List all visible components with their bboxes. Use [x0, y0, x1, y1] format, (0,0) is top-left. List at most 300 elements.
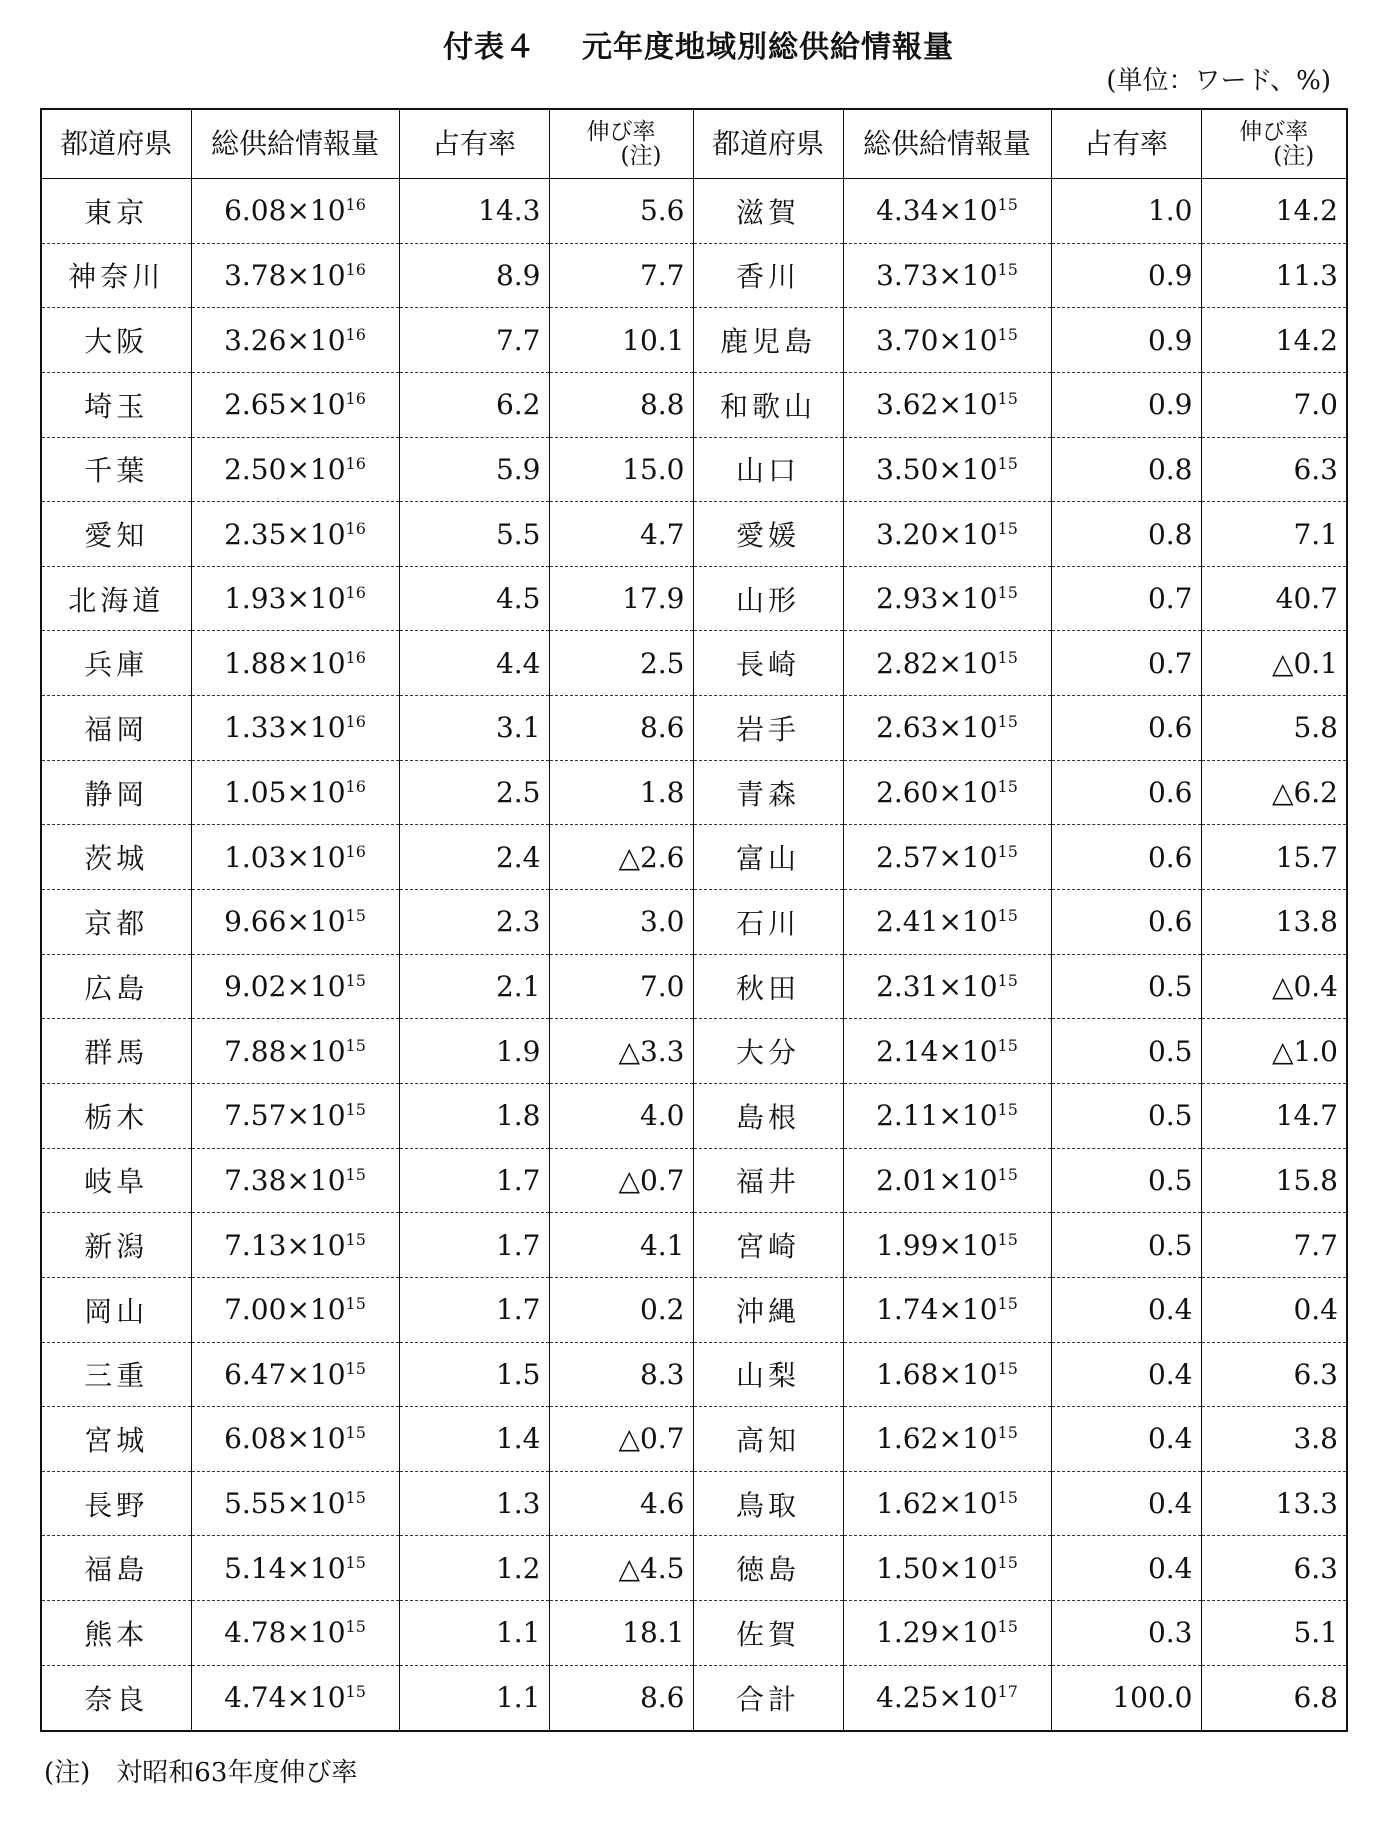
supply-mantissa: 2.57×10 — [876, 840, 998, 874]
supply-exponent: 15 — [997, 1164, 1018, 1184]
growth-cell: 6.3 — [1201, 437, 1347, 502]
supply-cell — [191, 1083, 399, 1148]
share-cell: 0.4 — [1051, 1342, 1201, 1407]
growth-cell: 8.3 — [549, 1342, 693, 1407]
share-cell: 2.3 — [399, 890, 549, 955]
supply-exponent: 15 — [997, 518, 1018, 538]
share-cell: 8.9 — [399, 243, 549, 308]
prefecture-cell: 山形 — [693, 566, 843, 631]
share-cell: 0.4 — [1051, 1277, 1201, 1342]
supply-exponent: 17 — [997, 1682, 1018, 1702]
header-growth — [549, 109, 693, 179]
supply-mantissa: 6.47×10 — [224, 1357, 346, 1391]
table-row — [41, 502, 1347, 567]
supply-mantissa: 9.02×10 — [224, 970, 346, 1003]
header-share-2: 占有率 — [1051, 109, 1201, 179]
supply-cell — [843, 954, 1051, 1019]
supply-mantissa: 3.50×10 — [876, 452, 998, 486]
supply-exponent: 16 — [345, 453, 366, 473]
growth-cell: 14.2 — [1201, 308, 1347, 373]
supply-cell — [843, 243, 1051, 308]
supply-exponent: 16 — [345, 324, 366, 344]
supply-mantissa: 4.78×10 — [224, 1616, 346, 1650]
share-cell: 6.2 — [399, 372, 549, 437]
supply-mantissa: 7.88×10 — [224, 1034, 346, 1068]
supply-cell — [191, 760, 399, 825]
supply-cell — [843, 631, 1051, 696]
table-row — [41, 1019, 1347, 1084]
supply-mantissa: 2.65×10 — [224, 388, 346, 422]
table-row — [41, 179, 1347, 244]
supply-exponent: 16 — [345, 841, 366, 861]
share-cell: 0.6 — [1051, 760, 1201, 825]
supply-mantissa: 1.03×10 — [224, 840, 346, 874]
prefecture-cell: 奈良 — [41, 1665, 191, 1731]
prefecture-cell: 大阪 — [41, 308, 191, 373]
growth-cell: 0.4 — [1201, 1277, 1347, 1342]
supply-mantissa: 2.14×10 — [876, 1034, 998, 1068]
share-cell: 4.5 — [399, 566, 549, 631]
growth-cell: 7.0 — [1201, 372, 1347, 437]
table-row — [41, 243, 1347, 308]
share-cell: 1.2 — [399, 1536, 549, 1601]
share-cell: 0.9 — [1051, 308, 1201, 373]
prefecture-cell: 兵庫 — [41, 631, 191, 696]
growth-cell: 5.8 — [1201, 696, 1347, 761]
supply-exponent: 15 — [997, 647, 1018, 667]
supply-exponent: 15 — [997, 1100, 1018, 1120]
prefecture-cell: 愛知 — [41, 502, 191, 567]
table-row — [41, 1342, 1347, 1407]
supply-mantissa: 3.73×10 — [876, 258, 998, 292]
growth-cell: 4.1 — [549, 1213, 693, 1278]
supply-mantissa: 2.31×10 — [876, 970, 998, 1003]
supply-mantissa: 2.93×10 — [876, 582, 998, 616]
prefecture-cell: 鹿児島 — [693, 308, 843, 373]
share-cell: 1.1 — [399, 1601, 549, 1666]
share-cell: 0.5 — [1051, 1148, 1201, 1213]
supply-exponent: 15 — [997, 389, 1018, 409]
table-row — [41, 954, 1347, 1019]
growth-cell: 8.8 — [549, 372, 693, 437]
supply-mantissa: 4.74×10 — [224, 1681, 346, 1715]
growth-cell: 4.6 — [549, 1471, 693, 1536]
growth-cell: 5.6 — [549, 179, 693, 244]
supply-mantissa: 6.08×10 — [224, 1422, 346, 1456]
supply-exponent: 15 — [997, 195, 1018, 215]
table-row — [41, 437, 1347, 502]
share-cell: 1.8 — [399, 1083, 549, 1148]
supply-mantissa: 1.88×10 — [224, 646, 346, 680]
share-cell: 0.8 — [1051, 502, 1201, 567]
prefecture-cell: 京都 — [41, 890, 191, 955]
growth-cell: 8.6 — [549, 1665, 693, 1731]
supply-cell — [191, 1019, 399, 1084]
supply-exponent: 16 — [345, 518, 366, 538]
supply-mantissa: 7.13×10 — [224, 1228, 346, 1262]
prefecture-cell: 広島 — [41, 954, 191, 1019]
table-row — [41, 1601, 1347, 1666]
table-row — [41, 696, 1347, 761]
supply-cell — [191, 1213, 399, 1278]
prefecture-cell: 宮崎 — [693, 1213, 843, 1278]
share-cell: 1.0 — [1051, 179, 1201, 244]
growth-cell: △0.4 — [1201, 954, 1347, 1019]
supply-exponent: 15 — [997, 1294, 1018, 1314]
growth-cell: 7.7 — [549, 243, 693, 308]
share-cell: 0.4 — [1051, 1471, 1201, 1536]
prefecture-cell: 香川 — [693, 243, 843, 308]
supply-cell — [191, 1665, 399, 1731]
prefecture-cell: 徳島 — [693, 1536, 843, 1601]
share-cell: 0.9 — [1051, 243, 1201, 308]
prefecture-cell: 千葉 — [41, 437, 191, 502]
growth-cell: 18.1 — [549, 1601, 693, 1666]
growth-cell: △3.3 — [549, 1019, 693, 1084]
supply-exponent: 15 — [345, 1035, 366, 1055]
supply-cell — [191, 1342, 399, 1407]
prefecture-cell: 茨城 — [41, 825, 191, 890]
supply-cell — [843, 1471, 1051, 1536]
table-row — [41, 631, 1347, 696]
prefecture-cell: 秋田 — [693, 954, 843, 1019]
supply-cell — [843, 1342, 1051, 1407]
supply-cell — [843, 1277, 1051, 1342]
growth-cell: 7.0 — [549, 954, 693, 1019]
share-cell: 0.8 — [1051, 437, 1201, 502]
supply-cell — [843, 1536, 1051, 1601]
prefecture-cell: 北海道 — [41, 566, 191, 631]
supply-cell — [191, 179, 399, 244]
supply-mantissa: 5.55×10 — [224, 1487, 346, 1521]
share-cell: 0.3 — [1051, 1601, 1201, 1666]
growth-cell: 10.1 — [549, 308, 693, 373]
supply-exponent: 15 — [345, 1682, 366, 1702]
share-cell: 2.4 — [399, 825, 549, 890]
supply-mantissa: 7.57×10 — [224, 1099, 346, 1133]
growth-cell: 7.7 — [1201, 1213, 1347, 1278]
prefecture-cell: 栃木 — [41, 1083, 191, 1148]
supply-mantissa: 4.25×10 — [876, 1681, 998, 1715]
growth-cell: 3.8 — [1201, 1407, 1347, 1472]
supply-exponent: 15 — [345, 1488, 366, 1508]
share-cell: 0.5 — [1051, 1019, 1201, 1084]
growth-cell: 0.2 — [549, 1277, 693, 1342]
table-row — [41, 890, 1347, 955]
supply-mantissa: 2.60×10 — [876, 776, 998, 810]
supply-cell — [191, 1277, 399, 1342]
supply-exponent: 16 — [345, 777, 366, 797]
supply-cell — [191, 825, 399, 890]
growth-cell: 5.1 — [1201, 1601, 1347, 1666]
prefecture-cell: 合計 — [693, 1665, 843, 1731]
supply-cell — [843, 890, 1051, 955]
supply-exponent: 15 — [997, 906, 1018, 926]
table-row — [41, 1407, 1347, 1472]
supply-exponent: 16 — [345, 389, 366, 409]
supply-cell — [843, 1601, 1051, 1666]
supply-cell — [191, 243, 399, 308]
growth-cell: 15.0 — [549, 437, 693, 502]
supply-mantissa: 2.01×10 — [876, 1163, 998, 1197]
supply-mantissa: 3.20×10 — [876, 517, 998, 551]
share-cell: 1.7 — [399, 1148, 549, 1213]
supply-mantissa: 1.68×10 — [876, 1357, 998, 1391]
growth-cell: △1.0 — [1201, 1019, 1347, 1084]
share-cell: 0.7 — [1051, 566, 1201, 631]
prefecture-cell: 埼玉 — [41, 372, 191, 437]
header-supply-2: 総供給情報量 — [843, 109, 1051, 179]
supply-cell — [191, 566, 399, 631]
growth-cell: △6.2 — [1201, 760, 1347, 825]
table-row — [41, 1083, 1347, 1148]
header-prefecture-2: 都道府県 — [693, 109, 843, 179]
prefecture-cell: 高知 — [693, 1407, 843, 1472]
prefecture-cell: 大分 — [693, 1019, 843, 1084]
header-growth-note-2: (注) — [1273, 143, 1315, 169]
supply-mantissa: 2.41×10 — [876, 905, 998, 939]
supply-mantissa: 1.74×10 — [876, 1293, 998, 1327]
growth-cell: 6.3 — [1201, 1342, 1347, 1407]
prefecture-cell: 山口 — [693, 437, 843, 502]
supply-exponent: 16 — [345, 195, 366, 215]
growth-cell: 15.8 — [1201, 1148, 1347, 1213]
supply-cell — [843, 1148, 1051, 1213]
supply-exponent: 15 — [997, 712, 1018, 732]
share-cell: 0.5 — [1051, 1213, 1201, 1278]
table-row — [41, 760, 1347, 825]
supply-exponent: 15 — [997, 1423, 1018, 1443]
share-cell: 0.5 — [1051, 954, 1201, 1019]
header-share: 占有率 — [399, 109, 549, 179]
share-cell: 2.5 — [399, 760, 549, 825]
header-growth-label-2: 伸び率 — [1239, 118, 1309, 145]
supply-mantissa: 4.34×10 — [876, 194, 998, 228]
growth-cell: 14.2 — [1201, 179, 1347, 244]
supply-mantissa: 3.26×10 — [224, 323, 346, 357]
supply-exponent: 15 — [997, 777, 1018, 797]
supply-mantissa: 3.70×10 — [876, 323, 998, 357]
supply-cell — [843, 1213, 1051, 1278]
share-cell: 0.9 — [1051, 372, 1201, 437]
supply-exponent: 15 — [345, 971, 366, 990]
supply-mantissa: 1.93×10 — [224, 582, 346, 616]
supply-mantissa: 2.50×10 — [224, 452, 346, 486]
table-row — [41, 1665, 1347, 1731]
prefecture-cell: 新潟 — [41, 1213, 191, 1278]
growth-cell: 13.8 — [1201, 890, 1347, 955]
prefecture-cell: 和歌山 — [693, 372, 843, 437]
prefecture-cell: 佐賀 — [693, 1601, 843, 1666]
supply-cell — [843, 1665, 1051, 1731]
supply-exponent: 15 — [997, 971, 1018, 990]
supply-cell — [843, 566, 1051, 631]
supply-mantissa: 7.38×10 — [224, 1163, 346, 1197]
share-cell: 100.0 — [1051, 1665, 1201, 1731]
supply-exponent: 15 — [345, 906, 366, 926]
supply-cell — [191, 631, 399, 696]
growth-cell: 2.5 — [549, 631, 693, 696]
table-number: 付表４ — [443, 30, 536, 65]
supply-cell — [191, 1148, 399, 1213]
supply-exponent: 15 — [345, 1552, 366, 1572]
prefecture-cell: 宮城 — [41, 1407, 191, 1472]
share-cell: 0.5 — [1051, 1083, 1201, 1148]
supply-mantissa: 1.62×10 — [876, 1422, 998, 1456]
supply-exponent: 15 — [345, 1358, 366, 1378]
supply-mantissa: 1.33×10 — [224, 711, 346, 745]
supply-mantissa: 2.63×10 — [876, 711, 998, 745]
growth-cell: 40.7 — [1201, 566, 1347, 631]
prefecture-cell: 東京 — [41, 179, 191, 244]
supply-mantissa: 9.66×10 — [224, 905, 346, 939]
prefecture-cell: 島根 — [693, 1083, 843, 1148]
supply-exponent: 16 — [345, 583, 366, 603]
share-cell: 1.3 — [399, 1471, 549, 1536]
growth-cell: 6.3 — [1201, 1536, 1347, 1601]
table-row — [41, 825, 1347, 890]
prefecture-cell: 山梨 — [693, 1342, 843, 1407]
supply-exponent: 15 — [997, 324, 1018, 344]
prefecture-cell: 福島 — [41, 1536, 191, 1601]
unit-label: (単位：ワード、%) — [1106, 66, 1331, 96]
growth-cell: 11.3 — [1201, 243, 1347, 308]
supply-cell — [843, 825, 1051, 890]
header-supply: 総供給情報量 — [191, 109, 399, 179]
header-prefecture: 都道府県 — [41, 109, 191, 179]
share-cell: 14.3 — [399, 179, 549, 244]
header-growth-label: 伸び率 — [586, 118, 656, 145]
supply-cell — [191, 308, 399, 373]
growth-cell: 4.0 — [549, 1083, 693, 1148]
supply-exponent: 15 — [997, 583, 1018, 603]
prefecture-cell: 福岡 — [41, 696, 191, 761]
growth-cell: △0.7 — [549, 1148, 693, 1213]
prefecture-cell: 福井 — [693, 1148, 843, 1213]
supply-cell — [843, 502, 1051, 567]
supply-cell — [843, 760, 1051, 825]
share-cell: 1.5 — [399, 1342, 549, 1407]
prefecture-cell: 沖縄 — [693, 1277, 843, 1342]
prefecture-cell: 長崎 — [693, 631, 843, 696]
growth-cell: 4.7 — [549, 502, 693, 567]
prefecture-cell: 石川 — [693, 890, 843, 955]
supply-mantissa: 1.50×10 — [876, 1551, 998, 1585]
share-cell: 0.6 — [1051, 890, 1201, 955]
regional-supply-table — [40, 108, 1348, 1732]
header-growth-note: (注) — [620, 143, 662, 169]
supply-cell — [191, 1407, 399, 1472]
supply-mantissa: 1.29×10 — [876, 1616, 998, 1650]
supply-cell — [843, 1083, 1051, 1148]
share-cell: 0.4 — [1051, 1407, 1201, 1472]
prefecture-cell: 富山 — [693, 825, 843, 890]
table-body — [41, 179, 1347, 1732]
supply-exponent: 15 — [345, 1100, 366, 1120]
share-cell: 1.9 — [399, 1019, 549, 1084]
supply-cell — [191, 372, 399, 437]
supply-mantissa: 6.08×10 — [224, 194, 346, 228]
share-cell: 0.6 — [1051, 825, 1201, 890]
supply-mantissa: 3.78×10 — [224, 258, 346, 292]
supply-exponent: 15 — [345, 1164, 366, 1184]
supply-mantissa: 3.62×10 — [876, 388, 998, 422]
growth-cell: 13.3 — [1201, 1471, 1347, 1536]
growth-cell: 15.7 — [1201, 825, 1347, 890]
supply-exponent: 15 — [997, 1035, 1018, 1055]
prefecture-cell: 群馬 — [41, 1019, 191, 1084]
supply-cell — [191, 1471, 399, 1536]
prefecture-cell: 熊本 — [41, 1601, 191, 1666]
prefecture-cell: 愛媛 — [693, 502, 843, 567]
supply-cell — [843, 1407, 1051, 1472]
supply-cell — [191, 1601, 399, 1666]
prefecture-cell: 滋賀 — [693, 179, 843, 244]
prefecture-cell: 岩手 — [693, 696, 843, 761]
header-row — [41, 109, 1347, 179]
table-row — [41, 1536, 1347, 1601]
supply-exponent: 15 — [997, 1229, 1018, 1249]
supply-exponent: 15 — [345, 1294, 366, 1314]
table-row — [41, 1277, 1347, 1342]
supply-mantissa: 7.00×10 — [224, 1293, 346, 1327]
header-growth-2 — [1201, 109, 1347, 179]
supply-mantissa: 2.11×10 — [876, 1099, 998, 1133]
supply-cell — [843, 1019, 1051, 1084]
share-cell: 1.7 — [399, 1213, 549, 1278]
supply-cell — [843, 372, 1051, 437]
share-cell: 1.4 — [399, 1407, 549, 1472]
supply-mantissa: 2.35×10 — [224, 517, 346, 551]
supply-exponent: 15 — [997, 841, 1018, 861]
supply-cell — [843, 179, 1051, 244]
supply-exponent: 15 — [997, 1358, 1018, 1378]
share-cell: 7.7 — [399, 308, 549, 373]
table-title-text: 元年度地域別総供給情報量 — [582, 30, 954, 65]
prefecture-cell: 鳥取 — [693, 1471, 843, 1536]
share-cell: 4.4 — [399, 631, 549, 696]
table-row — [41, 1213, 1347, 1278]
growth-cell: △4.5 — [549, 1536, 693, 1601]
growth-cell: 7.1 — [1201, 502, 1347, 567]
growth-cell: 6.8 — [1201, 1665, 1347, 1731]
prefecture-cell: 岐阜 — [41, 1148, 191, 1213]
supply-exponent: 15 — [997, 1488, 1018, 1508]
supply-mantissa: 5.14×10 — [224, 1551, 346, 1585]
table-row — [41, 566, 1347, 631]
supply-mantissa: 1.05×10 — [224, 776, 346, 810]
share-cell: 3.1 — [399, 696, 549, 761]
footnote: (注) 対昭和63年度伸び率 — [44, 1758, 358, 1788]
growth-cell: △0.7 — [549, 1407, 693, 1472]
supply-exponent: 15 — [997, 453, 1018, 473]
supply-cell — [191, 890, 399, 955]
growth-cell: 14.7 — [1201, 1083, 1347, 1148]
share-cell: 0.4 — [1051, 1536, 1201, 1601]
growth-cell: 3.0 — [549, 890, 693, 955]
prefecture-cell: 神奈川 — [41, 243, 191, 308]
supply-exponent: 15 — [997, 1617, 1018, 1637]
supply-cell — [843, 437, 1051, 502]
supply-cell — [843, 696, 1051, 761]
growth-cell: 1.8 — [549, 760, 693, 825]
share-cell: 2.1 — [399, 954, 549, 1019]
share-cell: 0.6 — [1051, 696, 1201, 761]
table-row — [41, 308, 1347, 373]
supply-exponent: 16 — [345, 259, 366, 279]
supply-cell — [191, 696, 399, 761]
prefecture-cell: 長野 — [41, 1471, 191, 1536]
